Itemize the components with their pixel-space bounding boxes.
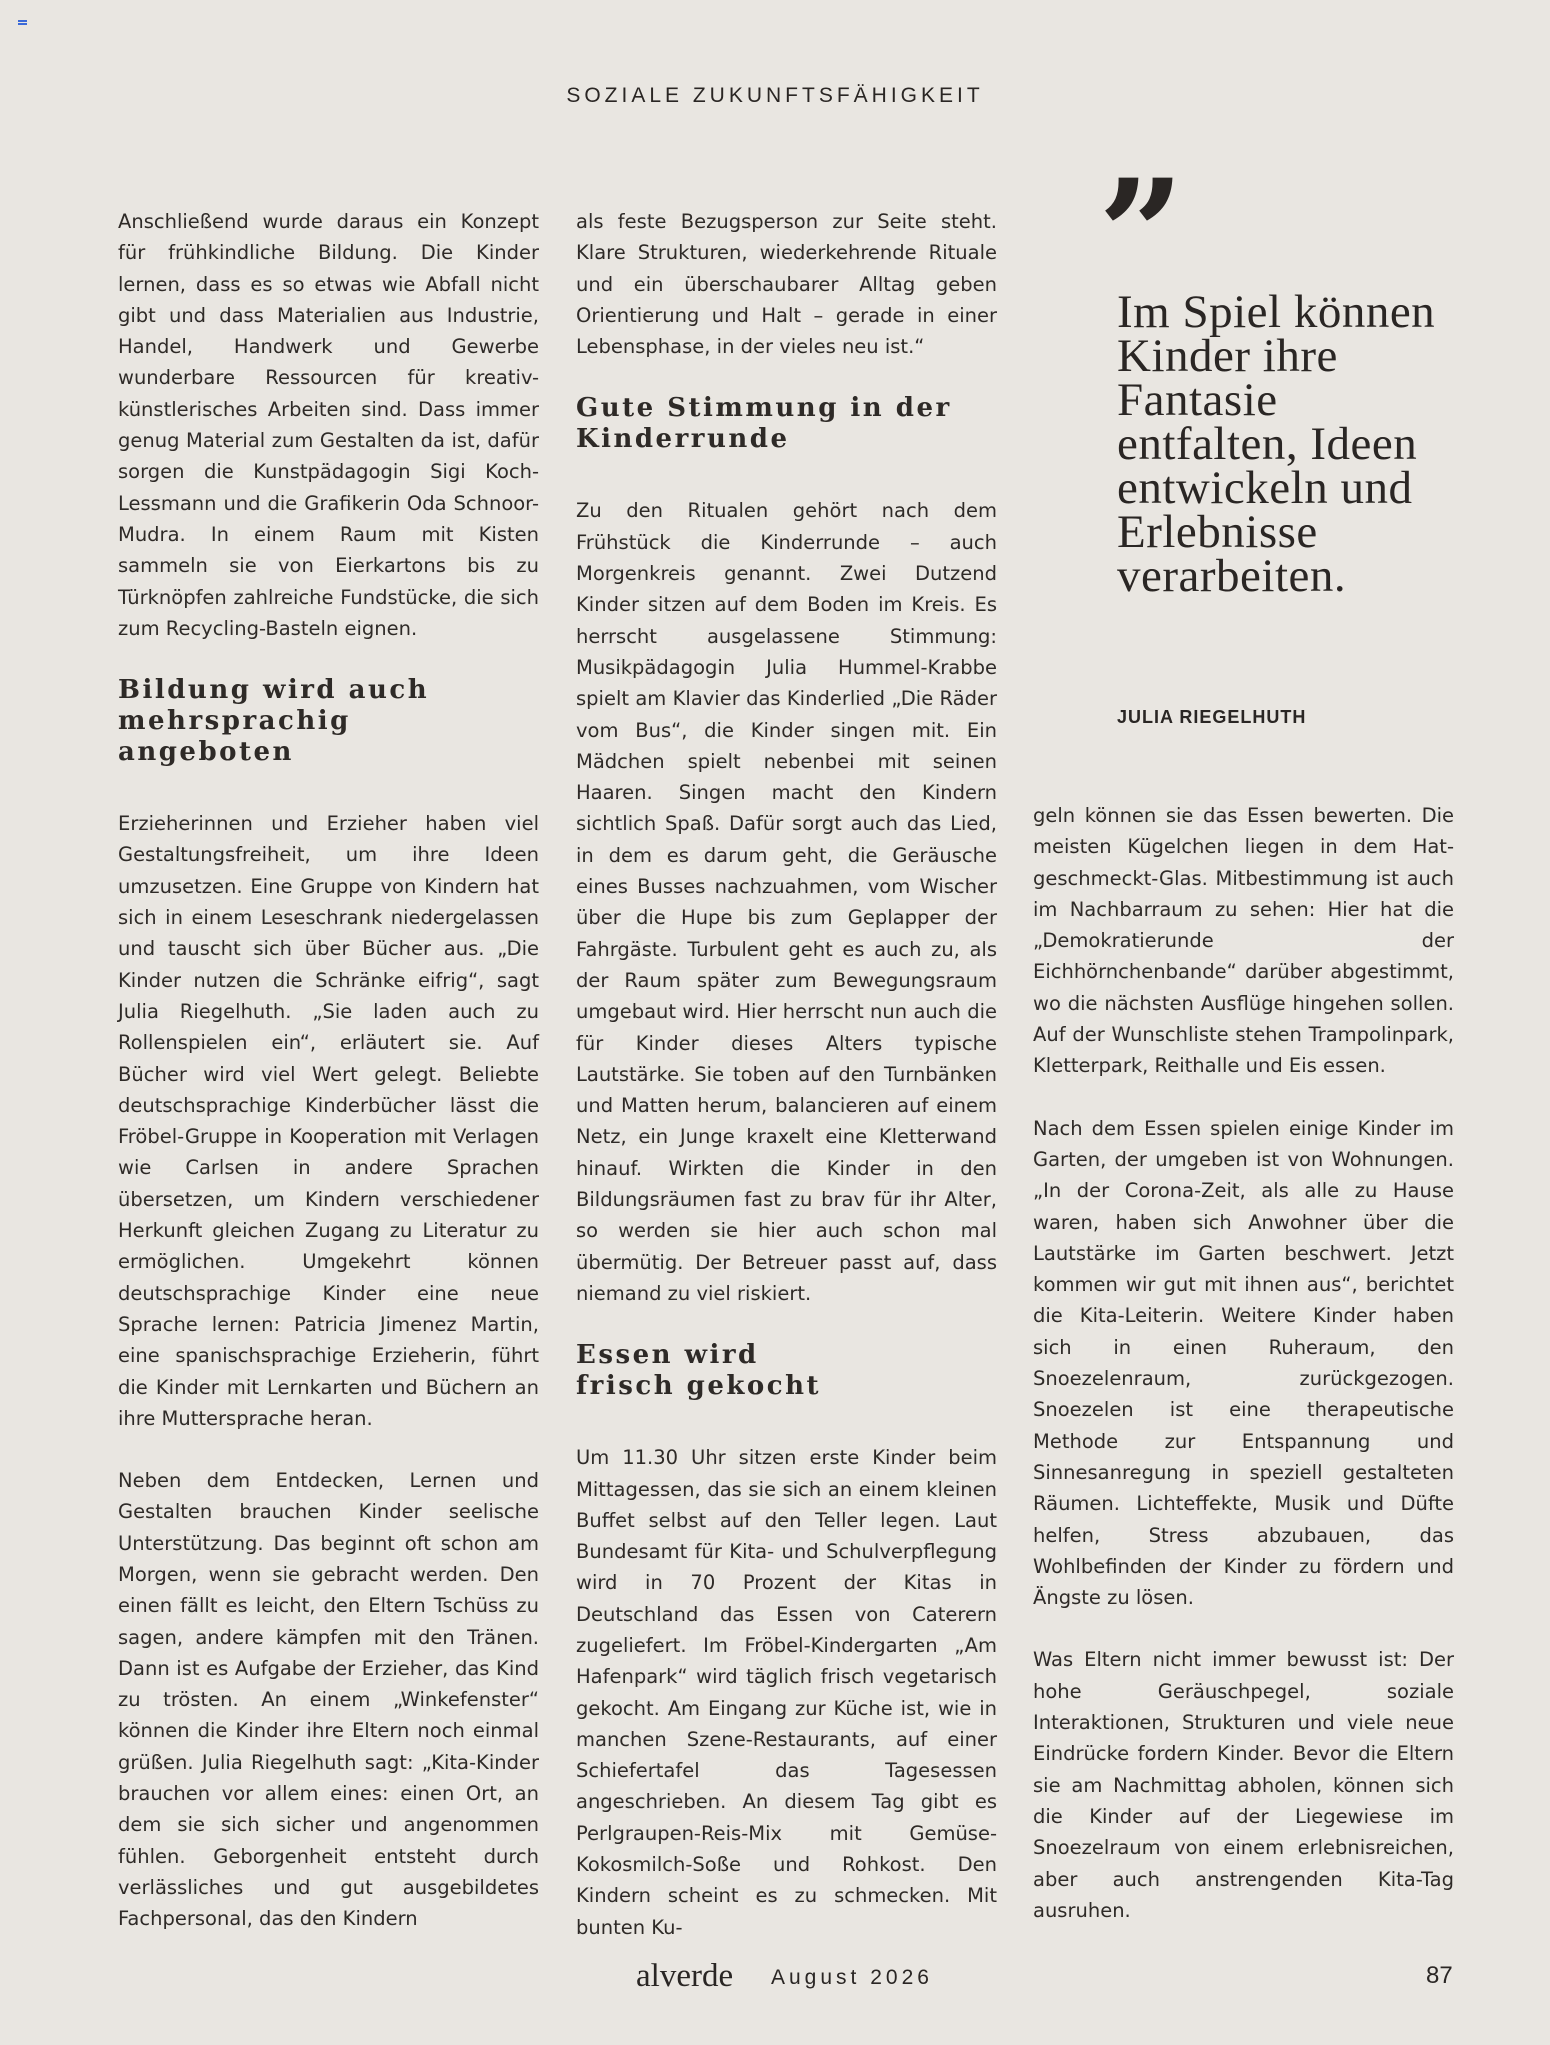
footer-issue-date: August 2026 xyxy=(771,1966,933,1989)
paragraph: Zu den Ritualen gehört nach dem Frühstück die Kinderrunde – auch Morgenkreis genannt. Zwei Dutzend Kinder sitzen auf dem Boden im Kreis. Es herrscht ausgelassene Stimmung: Musikpädagogin Julia Hummel-Krabbe spielt am Klavier das Kinderlied „Die Räder vom Bus“, die Kinder singen mit. Ein Mädchen spielt nebenbei mit seinen Haaren. Singen macht den Kindern sichtlich Spaß. Dafür sorgt auch das Lied, in dem es darum geht, die Geräusche eines Busses nachzuahmen, vom Wischer über die Hupe bis zum Geplapper der Fahrgäste. Turbulent geht es auch zu, als der Raum später zum Bewegungsraum umgebaut wird. Hier herrscht nun auch die für Kinder dieses Alters typische Lautstärke. Sie toben auf den Turnbänken und Matten herum, balancieren auf einem Netz, ein Junge kraxelt eine Kletterwand hinauf. Wirkten die Kinder in den Bildungsräumen fast zu brav für ihr Alter, so werden sie hier auch schon mal übermütig. Der Betreuer passt auf, dass niemand zu viel riskiert. xyxy=(576,499,997,1305)
subheading: Essen wird frisch gekocht xyxy=(576,1340,822,1402)
paragraph: Anschließend wurde daraus ein Konzept für frühkindliche Bildung. Die Kinder lernen, dass es so etwas wie Abfall nicht gibt und dass Materialien aus Industrie, Handel, Handwerk und Gewerbe wunderbare Ressourcen für kreativ-künstlerisches Arbeiten sind. Dass immer genug Material zum Gestalten da ist, dafür sorgen die Kunstpädagogin Sigi Koch-Lessmann und die Grafikerin Oda Schnoor-Mudra. In einem Raum mit Kisten sammeln sie von Eierkartons bis zu Türknöpfen zahlreiche Fundstücke, die sich zum Recycling-Basteln eignen. xyxy=(118,210,539,640)
footer-brand-logo: alverde xyxy=(636,1958,734,1994)
article-column-2 xyxy=(576,206,997,1974)
page-number: 87 xyxy=(1426,1962,1453,1989)
paragraph: als feste Bezugsperson zur Seite steht. Klare Strukturen, wiederkehrende Rituale und ein überschaubarer Alltag geben Orientierung und Halt – gerade in einer Lebensphase, in der vieles neu ist.“ xyxy=(576,210,997,359)
menu-icon[interactable] xyxy=(18,20,27,27)
quote-mark-icon: ” xyxy=(1098,147,1185,323)
paragraph: geln können sie das Essen bewerten. Die meisten Kügelchen liegen in dem Hat-geschmeckt-Glas. Mitbestimmung ist auch im Nachbarraum zu sehen: Hier hat die „Demokratierunde der Eichhörnchenbande“ darüber abgestimmt, wo die nächsten Ausflüge hingehen sollen. Auf der Wunschliste stehen Trampolinpark, Kletterpark, Reithalle und Eis essen. xyxy=(1033,804,1454,1078)
paragraph: Nach dem Essen spielen einige Kinder im Garten, der umgeben ist von Wohnungen. „In der Corona-Zeit, als alle zu Hause waren, haben sich Anwohner über die Lautstärke im Garten beschwert. Jetzt kommen wir gut mit ihnen aus“, berichtet die Kita-Leiterin. Weitere Kinder haben sich in einen Ruheraum, den Snoezelenraum, zurückgezogen. Snoezelen ist eine therapeutische Methode zur Entspannung und Sinnesanregung in speziell gestalteten Räumen. Lichteffekte, Musik und Düfte helfen, Stress abzubauen, das Wohlbefinden der Kinder zu fördern und Ängste zu lösen. xyxy=(1033,1116,1454,1610)
paragraph: Neben dem Entdecken, Lernen und Gestalten brauchen Kinder seelische Unterstützung. Das beginnt oft schon am Morgen, wenn sie gebracht werden. Den einen fällt es leicht, den Eltern Tschüss zu sagen, andere kämpfen mit den Tränen. Dann ist es Aufgabe der Erzieher, das Kind zu trösten. An einem „Winkefenster“ können die Kinder ihre Eltern noch einmal grüßen. Julia Riegelhuth sagt: „Kita-Kinder brauchen vor allem eines: einen Ort, an dem sie sich sicher und angenommen fühlen. Geborgenheit entsteht durch verlässliches und gut ausgebildetes Fachpersonal, das den Kindern xyxy=(118,1469,539,1931)
paragraph: Um 11.30 Uhr sitzen erste Kinder beim Mittagessen, das sie sich an einem kleinen Buffet selbst auf den Teller legen. Laut Bundesamt für Kita- und Schulverpflegung wird in 70 Prozent der Kitas in Deutschland das Essen von Caterern zugeliefert. Im Fröbel-Kindergarten „Am Hafenpark“ wird täglich frisch vegetarisch gekocht. Am Eingang zur Küche ist, wie in manchen Szene-Restaurants, auf einer Schiefertafel das Tagesessen angeschrieben. An diesem Tag gibt es Perlgraupen-Reis-Mix mit Gemüse-Kokosmilch-Soße und Rohkost. Den Kindern scheint es zu schmecken. Mit bunten Ku- xyxy=(576,1446,997,1939)
subheading: Gute Stimmung in der Kinderrunde xyxy=(576,393,952,455)
pull-quote: Im Spiel können Kinder ihre Fantasie entfalten, Ideen entwickeln und Erlebnisse verarbeiten. xyxy=(1117,286,1436,602)
article-column-3 xyxy=(1033,800,1454,1957)
paragraph: Erzieherinnen und Erzieher haben viel Gestaltungsfreiheit, um ihre Ideen umzusetzen. Eine Gruppe von Kindern hat sich in einem Leseschrank niedergelassen und tauscht sich über Bücher aus. „Die Kinder nutzen die Schränke eifrig“, sagt Julia Riegelhuth. „Sie laden auch zu Rollenspielen ein“, erläutert sie. Auf Bücher wird viel Wert gelegt. Beliebte deutschsprachige Kinderbücher lässt die Fröbel-Gruppe in Kooperation mit Verlagen wie Carlsen in andere Sprachen übersetzen, um Kindern verschiedener Herkunft gleichen Zugang zu Literatur zu ermöglichen. Umgekehrt können deutschsprachige Kinder eine neue Sprache lernen: Patricia Jimenez Martin, eine spanischsprachige Erzieherin, führt die Kinder mit Lernkarten und Büchern an ihre Muttersprache heran. xyxy=(118,812,539,1430)
section-header: SOZIALE ZUKUNFTSFÄHIGKEIT xyxy=(566,84,984,107)
article-column-1 xyxy=(118,206,539,1966)
subheading: Bildung wird auch mehrsprachig angeboten xyxy=(118,675,430,768)
paragraph: Was Eltern nicht immer bewusst ist: Der hohe Geräuschpegel, soziale Interaktionen, Strukturen und viele neue Eindrücke fordern Kinder. Bevor die Eltern sie am Nachmittag abholen, können sich die Kinder auf der Liegewiese im Snoezelraum von einem erlebnisreichen, aber auch anstrengenden Kita-Tag ausruhen. xyxy=(1033,1648,1454,1922)
quote-author: JULIA RIEGELHUTH xyxy=(1117,707,1307,727)
